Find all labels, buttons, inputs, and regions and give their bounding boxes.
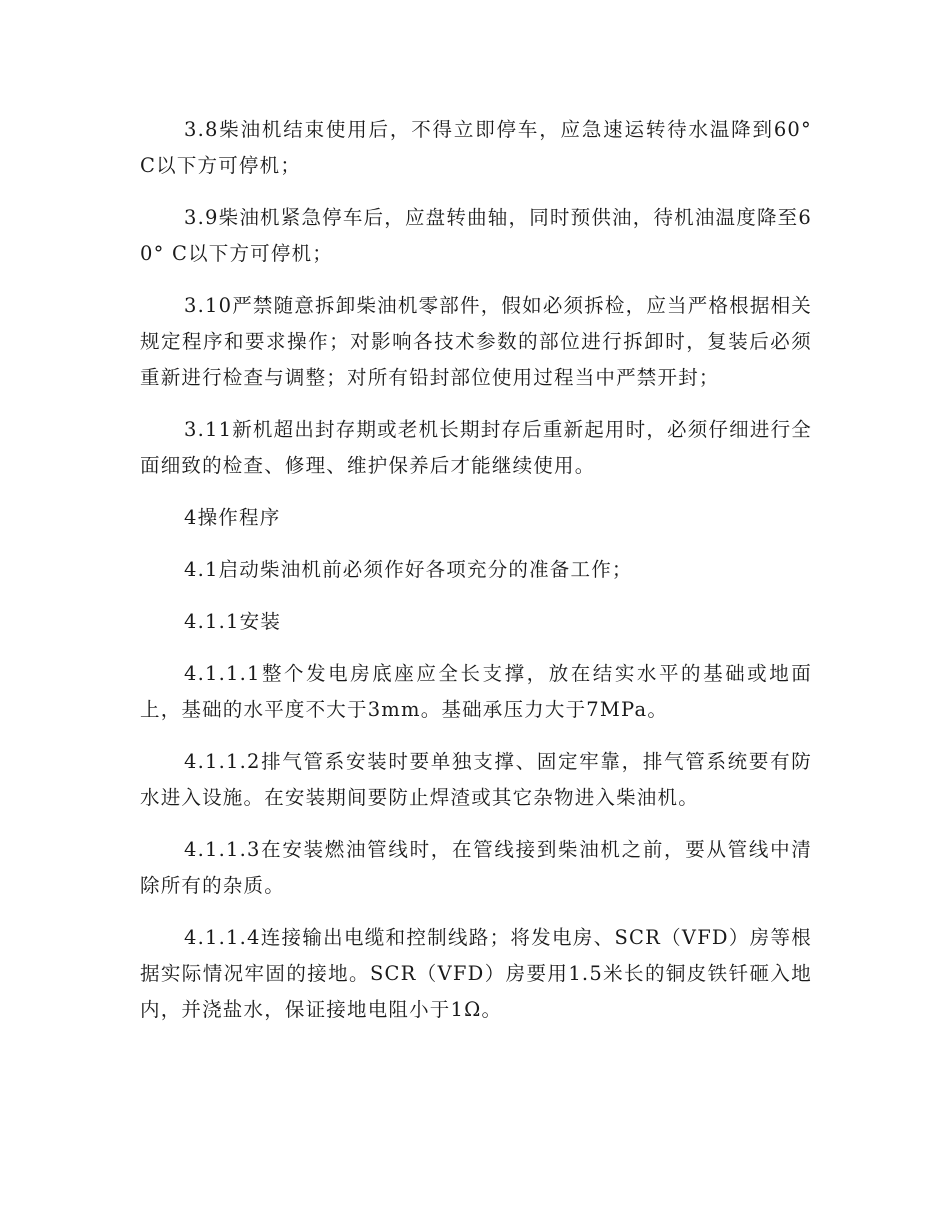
paragraph-3-8: 3.8柴油机结束使用后，不得立即停车，应急速运转待水温降到60° C以下方可停机； bbox=[140, 118, 812, 177]
paragraph-3-11: 3.11新机超出封存期或老机长期封存后重新起用时，必须仔细进行全面细致的检查、修理、维护保养后才能继续使用。 bbox=[140, 418, 812, 477]
paragraph-4-1: 4.1启动柴油机前必须作好各项充分的准备工作； bbox=[184, 558, 633, 581]
paragraph-3-10: 3.10严禁随意拆卸柴油机零部件，假如必须拆检，应当严格根据相关规定程序和要求操作；对影响各技术参数的部位进行拆卸时，复装后必须重新进行检查与调整；对所有铅封部位使用过程当中严禁开封； bbox=[140, 294, 812, 389]
paragraph-4-1-1-4: 4.1.1.4连接输出电缆和控制线路；将发电房、SCR（VFD）房等根据实际情况牢固的接地。SCR（VFD）房要用1.5米长的铜皮铁钎砸入地内，并浇盐水，保证接地电阻小于1Ω。 bbox=[140, 926, 812, 1021]
paragraph-4-1-1-2: 4.1.1.2排气管系安装时要单独支撑、固定牢靠，排气管系统要有防水进入设施。在安装期间要防止焊渣或其它杂物进入柴油机。 bbox=[140, 750, 812, 809]
subsection-heading-4-1-1: 4.1.1安装 bbox=[184, 610, 282, 633]
paragraph-4-1-1-1: 4.1.1.1整个发电房底座应全长支撑，放在结实水平的基础或地面上，基础的水平度不大于3mm。基础承压力大于7MPa。 bbox=[140, 662, 812, 721]
document-page bbox=[140, 112, 812, 1044]
section-heading-4: 4操作程序 bbox=[184, 506, 281, 529]
paragraph-3-9: 3.9柴油机紧急停车后，应盘转曲轴，同时预供油，待机油温度降至60° C以下方可停机； bbox=[140, 206, 812, 265]
paragraph-4-1-1-3: 4.1.1.3在安装燃油管线时，在管线接到柴油机之前，要从管线中清除所有的杂质。 bbox=[140, 838, 812, 897]
